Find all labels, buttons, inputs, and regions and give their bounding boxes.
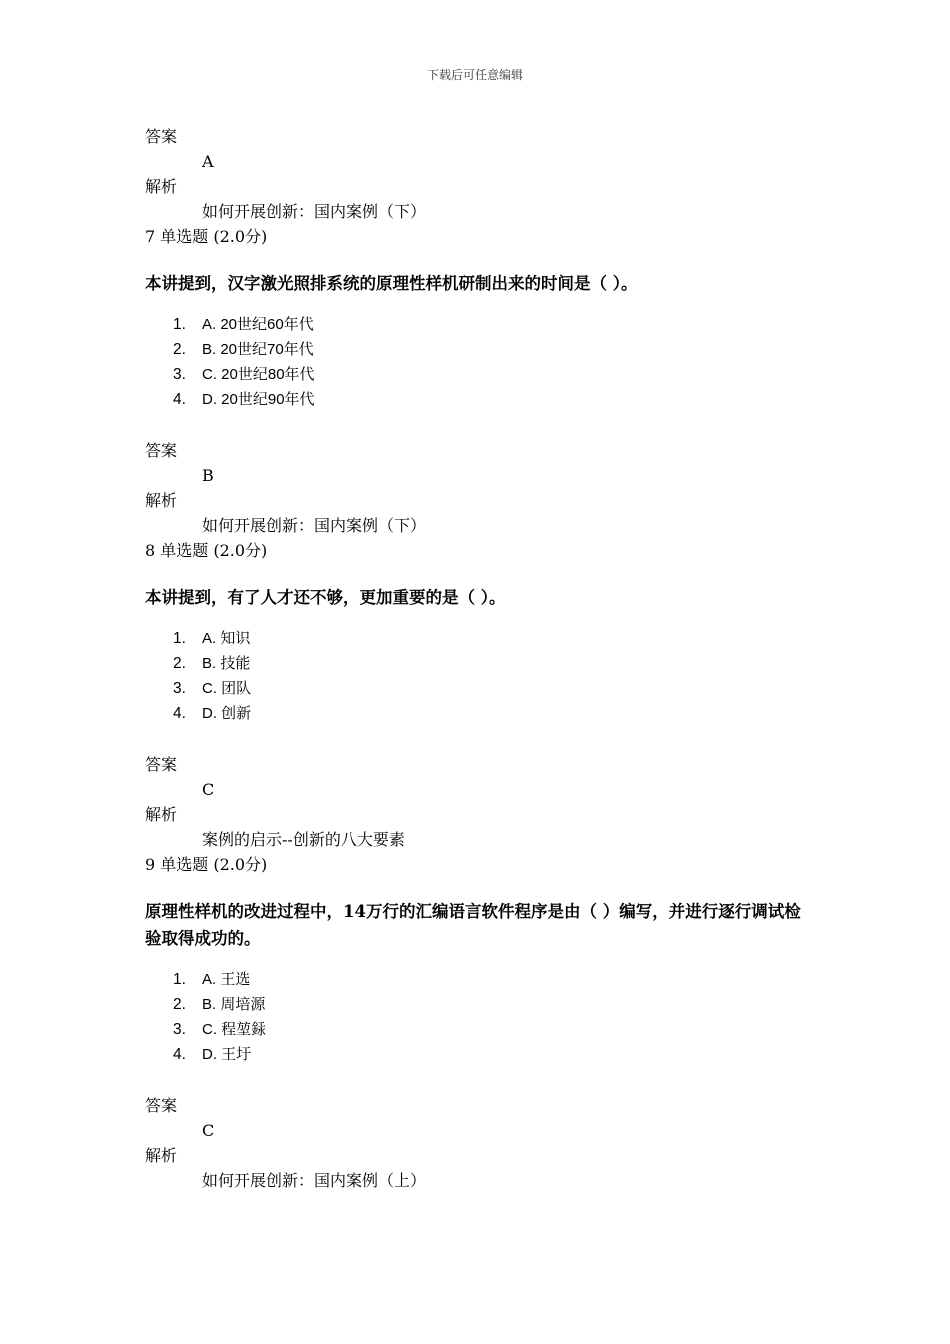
answer-value: C: [202, 1121, 215, 1140]
option-text: C. 20世纪80年代: [202, 366, 315, 383]
option-list: [145, 967, 825, 1067]
option-text: D. 王圩: [202, 1046, 252, 1063]
option-item: [145, 676, 825, 701]
answer-value: C: [202, 780, 215, 799]
option-text: C. 团队: [202, 680, 252, 697]
option-number: 4.: [173, 391, 186, 408]
option-number: 4.: [173, 1046, 186, 1063]
option-text: B. 技能: [202, 655, 251, 672]
option-text: A. 王选: [202, 971, 251, 988]
option-item: [145, 337, 825, 362]
option-number: 3.: [173, 1021, 186, 1038]
option-item: [145, 626, 825, 651]
question-heading: 8 单选题 (2.0分): [145, 541, 268, 560]
question-heading: 9 单选题 (2.0分): [145, 855, 268, 874]
analysis-value: 如何开展创新：国内案例（上）: [202, 1171, 427, 1190]
analysis-label: 解析: [145, 177, 178, 196]
option-number: 2.: [173, 341, 186, 358]
option-number: 3.: [173, 680, 186, 697]
option-item: [145, 1042, 825, 1067]
page-header: 下载后可任意编辑: [426, 68, 523, 82]
question-text: 原理性样机的改进过程中，14万行的汇编语言软件程序是由（ ）编写，并进行逐行调试检验取得成功的。: [145, 902, 801, 948]
answer-value: B: [202, 466, 214, 485]
option-number: 4.: [173, 705, 186, 722]
option-item: [145, 992, 825, 1017]
option-text: A. 20世纪60年代: [202, 316, 314, 333]
option-item: [145, 387, 825, 412]
option-list: [145, 312, 825, 412]
option-text: A. 知识: [202, 630, 251, 647]
option-item: [145, 312, 825, 337]
option-text: B. 20世纪70年代: [202, 341, 314, 358]
option-text: D. 20世纪90年代: [202, 391, 315, 408]
answer-label: 答案: [145, 1096, 178, 1115]
answer-label: 答案: [145, 755, 178, 774]
analysis-label: 解析: [145, 805, 178, 824]
option-number: 2.: [173, 655, 186, 672]
option-text: D. 创新: [202, 705, 252, 722]
option-number: 1.: [173, 316, 186, 333]
option-number: 1.: [173, 630, 186, 647]
option-number: 2.: [173, 996, 186, 1013]
question-text: 本讲提到，有了人才还不够，更加重要的是（ ）。: [145, 588, 506, 607]
answer-label: 答案: [145, 441, 178, 460]
analysis-value: 如何开展创新：国内案例（下）: [202, 516, 427, 535]
option-text: C. 程堃銾: [202, 1021, 267, 1038]
question-heading: 7 单选题 (2.0分): [145, 227, 268, 246]
document-body: [145, 124, 825, 1193]
question-text: 本讲提到，汉字激光照排系统的原理性样机研制出来的时间是（ ）。: [145, 274, 638, 293]
option-number: 1.: [173, 971, 186, 988]
option-list: [145, 626, 825, 726]
answer-value: A: [202, 152, 214, 171]
option-item: [145, 1017, 825, 1042]
option-item: [145, 362, 825, 387]
option-number: 3.: [173, 366, 186, 383]
option-item: [145, 701, 825, 726]
analysis-value: 如何开展创新：国内案例（下）: [202, 202, 427, 221]
analysis-value: 案例的启示--创新的八大要素: [202, 830, 405, 849]
option-item: [145, 967, 825, 992]
option-item: [145, 651, 825, 676]
answer-label: 答案: [145, 127, 178, 146]
analysis-label: 解析: [145, 491, 178, 510]
analysis-label: 解析: [145, 1146, 178, 1165]
option-text: B. 周培源: [202, 996, 266, 1013]
